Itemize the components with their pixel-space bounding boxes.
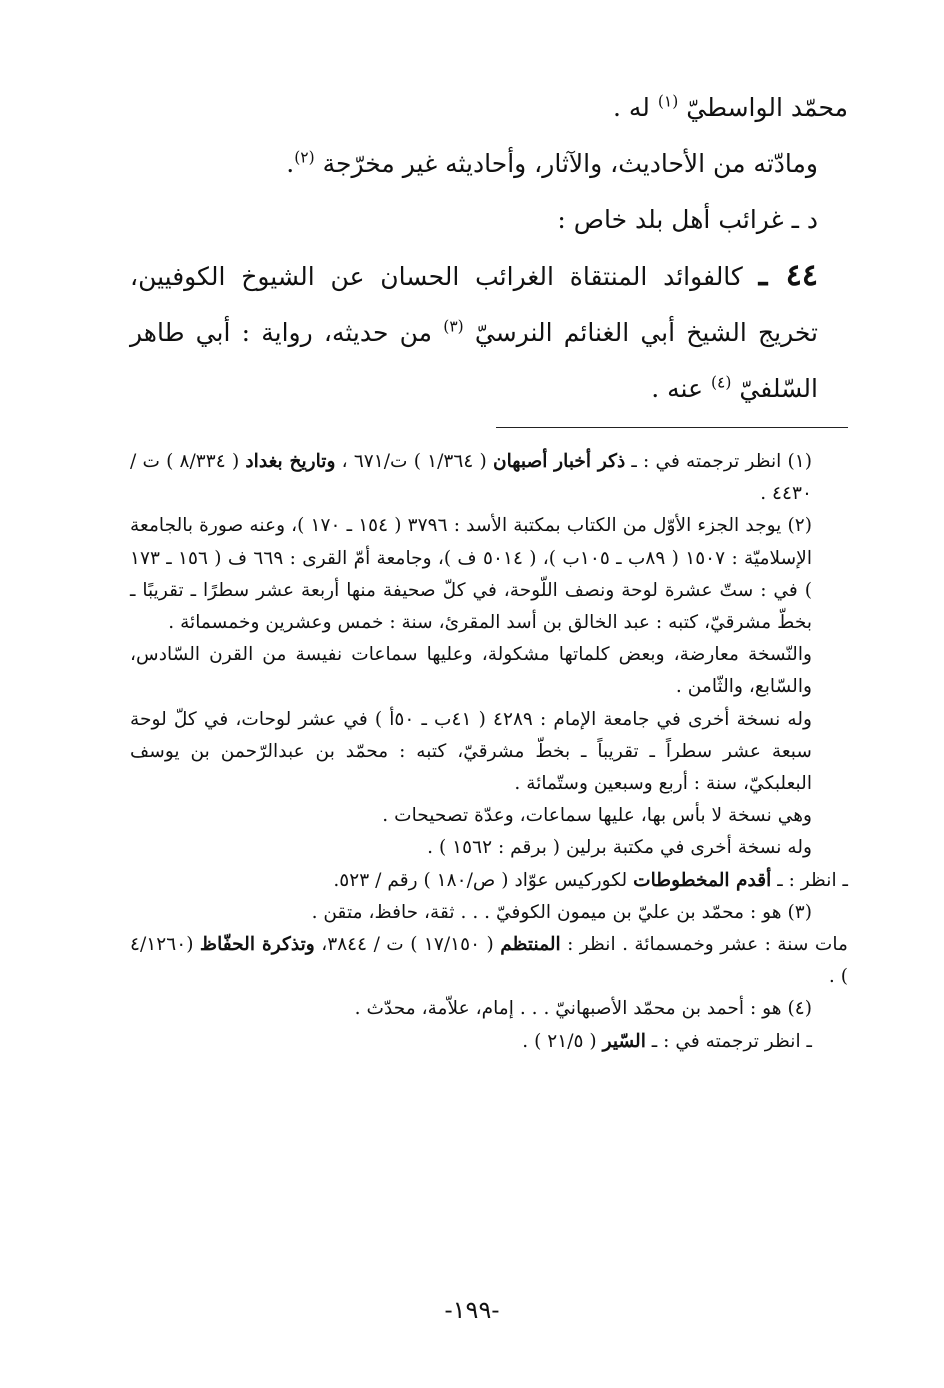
text-span: ( ٨/٣٣٤ ) ت / ٤٤٣٠ . <box>130 451 812 505</box>
book-title: وتاريخ بغداد <box>245 451 336 472</box>
text-span: ( ١٧/١٥٠ ) ت / ٣٨٤٤، <box>314 934 501 956</box>
text-span: (٤/١٢٦٠ ) . <box>130 934 848 988</box>
text-span: ـ انظر : ـ <box>771 869 848 891</box>
footnote-3: (٣) هو : محمّد بن عليّ بن ميمون الكوفيّ . . . ثقة، حافظ، متقن . <box>311 901 812 923</box>
footnote-2: (٢) يوجد الجزء الأوّل من الكتاب بمكتبة الأسد : ٣٧٩٦ ( ١٥٤ ـ ١٧٠ )، وعنه صورة بالجامعة الإسلاميّة : ١٥٠٧ ( ٨٩ب ـ ١٠٥ب )، ( ٥٠١٤ ف )، وجامعة أمّ القرى : ٦٦٩ ف ( ١٥٦ ـ ١٧٣ ) في : ستّ عشرة لوحة ونصف اللّوحة، في كلّ صحيفة منها أربعة عشر سطرًا ـ تقريبًا ـ بخطّ مشرقيّ، كتبه : عبد الخالق بن أسد المقرئ، سنة : خمس وعشرين وخمسمائة . <box>130 515 812 634</box>
book-title: وتذكرة الحفّاظ <box>199 934 315 956</box>
footnote-1 <box>130 446 848 510</box>
text-span: ( ١/٣٦٤ ) ت/٦٧١ ، <box>335 451 493 472</box>
main-line-2 <box>130 136 848 192</box>
footnote-2-para-4: وهي نسخة لا بأس بها، عليها سماعات، وعدّة تصحيحات . <box>382 805 812 827</box>
text-span: لكوركيس عوّاد ( ص/١٨٠ ) رقم / ٥٢٣. <box>333 869 634 891</box>
text-span: محمّد الواسطيّ <box>678 93 848 122</box>
footnote-4-para-2 <box>130 1026 848 1058</box>
text-span: ـ انظر ترجمته في : ـ <box>645 1030 812 1052</box>
text-span: كالفوائد المنتقاة الغرائب الحسان عن الشيوخ الكوفيين، تخريج الشيخ أبي الغنائم النرسيّ <box>130 262 819 347</box>
text-span: . <box>286 149 295 178</box>
footnote-ref-3: (٣) <box>443 317 464 336</box>
text-span: ( ٢١/٥ ) . <box>522 1030 603 1052</box>
text-span: له . <box>612 93 658 122</box>
footnote-ref-1: (١) <box>657 92 679 111</box>
text-span: ومادّته من الأحاديث، والآثار، وأحاديثه غير مخرّجة <box>314 149 818 178</box>
main-line-1 <box>130 80 848 136</box>
footnotes <box>130 446 848 1058</box>
book-title: ذكر أخبار أصبهان <box>492 451 626 472</box>
footnote-separator <box>496 427 848 428</box>
footnote-ref-2: (٢) <box>294 148 315 167</box>
main-text <box>130 80 848 417</box>
text-span: (١) انظر ترجمته في : ـ <box>625 451 813 472</box>
section-heading: د ـ غرائب أهل بلد خاص : <box>557 205 818 234</box>
footnote-ref-4: (٤) <box>710 373 732 392</box>
entry-number: ٤٤ ـ <box>758 258 819 293</box>
catalog-entry-44 <box>130 248 848 417</box>
text-span: عنه . <box>651 374 711 403</box>
book-title: أقدم المخطوطات <box>633 869 772 891</box>
text-span: مات سنة : عشر وخمسمائة . انظر : <box>560 934 848 956</box>
footnote-2-reference <box>130 865 848 897</box>
footnote-2-para-3: وله نسخة أخرى في جامعة الإمام : ٤٢٨٩ ( ٤١ب ـ ٥٠أ ) في عشر لوحات، في كلّ لوحة سبعة عشر سطراً ـ تقريباً ـ بخطّ مشرقيّ، كتبه : محمّد بن عبدالرّحمن بن يوسف البعلبكيّ، سنة : أربع وسبعين وستّمائة . <box>130 708 813 795</box>
footnote-3-para-2 <box>130 929 848 993</box>
book-title: المنتظم <box>500 934 561 956</box>
text-span: من حديثه، رواية : أبي طاهر السّلفيّ <box>130 318 818 403</box>
footnote-2-para-2: والنّسخة معارضة، وبعض كلماتها مشكولة، وعليها سماعات نفيسة من القرن السّادس، والسّابع، والثّامن . <box>130 644 812 698</box>
footnote-2-para-5: وله نسخة أخرى في مكتبة برلين ( برقم : ١٥٦٢ ) . <box>427 837 812 859</box>
page-number: -١٩٩- <box>444 1296 500 1324</box>
book-title: السّير <box>602 1030 646 1052</box>
footnote-4: (٤) هو : أحمد بن محمّد الأصبهانيّ . . . إمام، علاّمة، محدّث . <box>354 998 812 1020</box>
